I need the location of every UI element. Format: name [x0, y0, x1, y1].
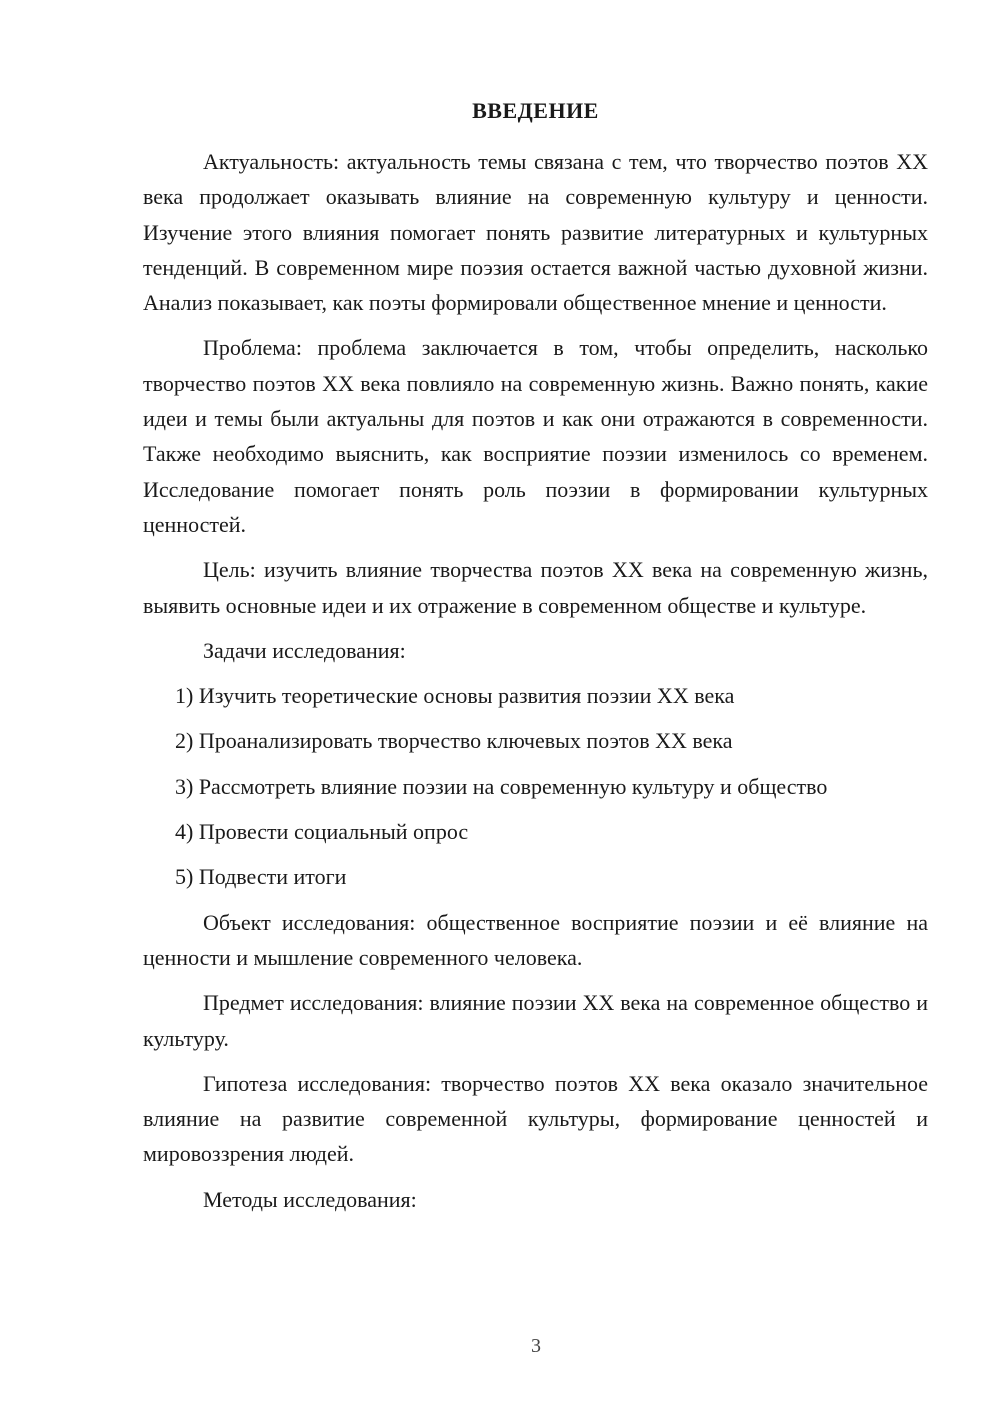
hypothesis-paragraph: Гипотеза исследования: творчество поэтов XX века оказало значительное влияние на развитие современной культуры, формирование ценностей и мировоззрения людей. — [143, 1070, 928, 1167]
methods-label: Методы исследования: — [203, 1186, 417, 1212]
relevance-paragraph: Актуальность: актуальность темы связана с тем, что творчество поэтов XX века продолжает оказывать влияние на современную культуру и ценности. Изучение этого влияния помогает понять развитие литературных и культурных тенденций. В современном мире поэзия остается важной частью духовной жизни. Анализ показывает, как поэты формировали общественное мнение и ценности. — [143, 149, 928, 316]
object-paragraph: Объект исследования: общественное восприятие поэзии и её влияние на ценности и мышление современного человека. — [143, 909, 928, 970]
page-number: 3 — [531, 1335, 541, 1357]
tasks-label: Задачи исследования: — [203, 637, 406, 663]
task-item-4: 4) Провести социальный опрос — [175, 819, 469, 845]
section-title: ВВЕДЕНИЕ — [472, 98, 599, 123]
subject-paragraph: Предмет исследования: влияние поэзии XX века на современное общество и культуру. — [143, 990, 928, 1051]
problem-paragraph: Проблема: проблема заключается в том, чтобы определить, насколько творчество поэтов XX века повлияло на современную жизнь. Важно понять, какие идеи и темы были актуальны для поэтов и как они отражаются в современности. Также необходимо выяснить, как восприятие поэзии изменилось со временем. Исследование помогает понять роль поэзии в формировании культурных ценностей. — [143, 335, 928, 537]
goal-paragraph: Цель: изучить влияние творчества поэтов XX века на современную жизнь, выявить основные идеи и их отражение в современном обществе и культуре. — [143, 557, 928, 618]
document-page — [143, 96, 928, 1227]
tasks-list — [143, 678, 928, 894]
task-item-5: 5) Подвести итоги — [175, 864, 347, 890]
task-item-1: 1) Изучить теоретические основы развития поэзии XX века — [175, 683, 735, 709]
task-item-3: 3) Рассмотреть влияние поэзии на современную культуру и общество — [175, 773, 828, 799]
task-item-2: 2) Проанализировать творчество ключевых поэтов XX века — [175, 728, 733, 754]
